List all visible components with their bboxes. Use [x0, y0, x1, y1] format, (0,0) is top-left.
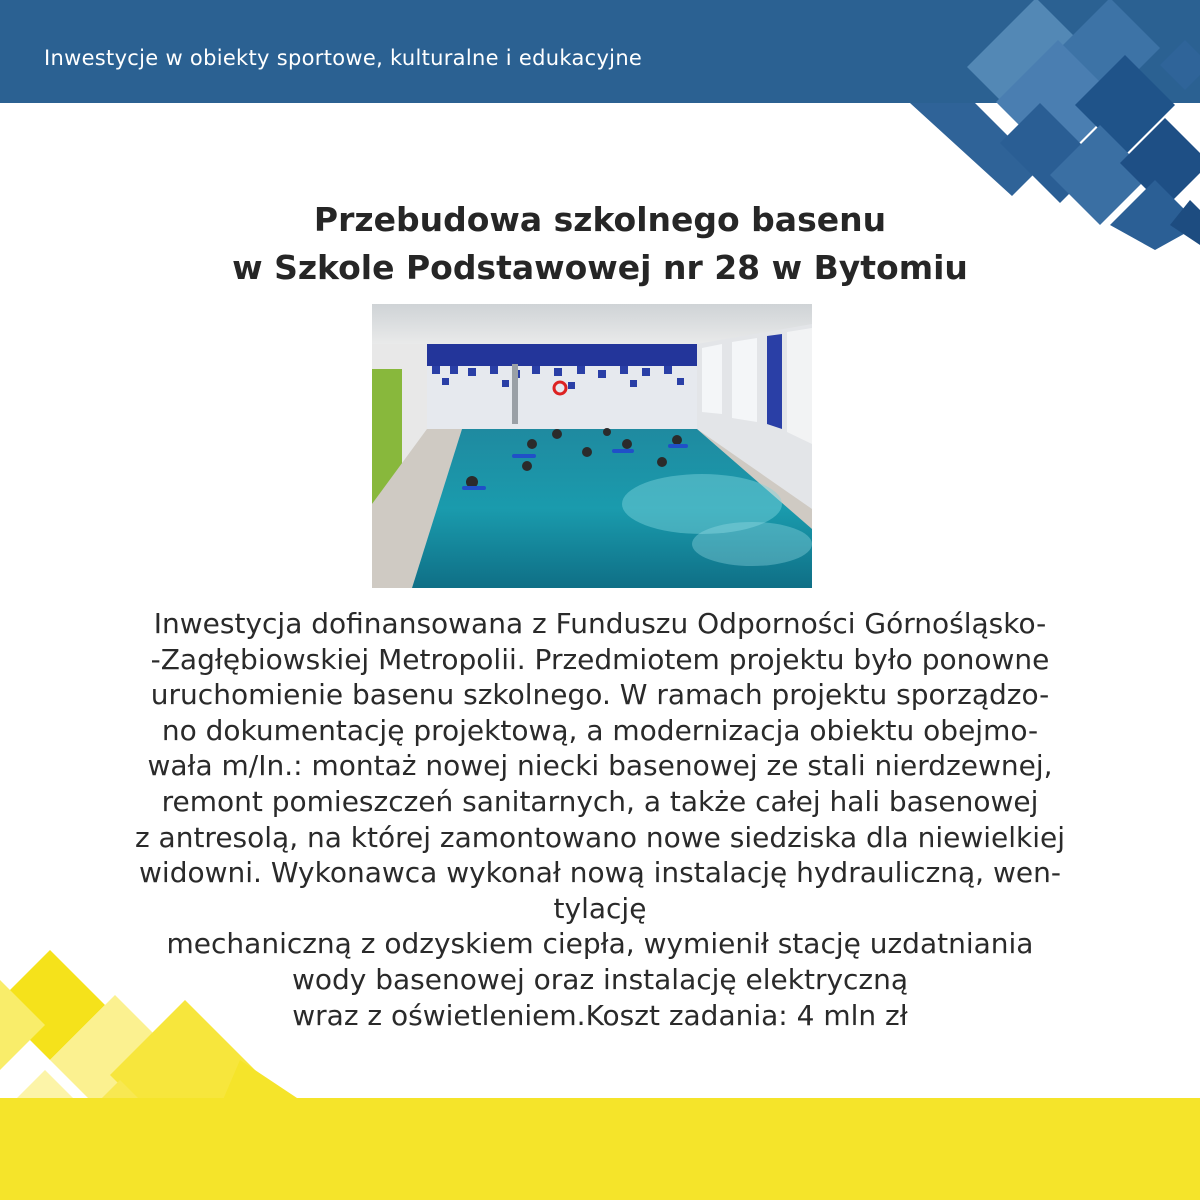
- page-title: [100, 196, 1100, 292]
- footer-bar: [0, 1098, 1200, 1200]
- category-label: Inwestycje w obiekty sportowe, kulturalne i edukacyjne: [44, 46, 643, 70]
- title-line-2: w Szkole Podstawowej nr 28 w Bytomiu: [232, 248, 968, 287]
- title-line-1: Przebudowa szkolnego basenu: [313, 200, 887, 239]
- description-line: uruchomienie basenu szkolnego. W ramach projektu sporządzo-: [150, 678, 1050, 712]
- pool-photo: [372, 304, 812, 588]
- description-line: widowni. Wykonawca wykonał nową instalację hydrauliczną, wen-: [139, 856, 1061, 890]
- description-line: wała m/In.: montaż nowej niecki basenowej ze stali nierdzewnej,: [147, 749, 1053, 783]
- description-line: -Zagłębiowskiej Metropolii. Przedmiotem projektu było ponowne: [150, 642, 1050, 676]
- description-line: no dokumentację projektową, a modernizacja obiektu obejmo-: [161, 713, 1039, 747]
- description-text: [40, 606, 1160, 1033]
- description-line: wody basenowej oraz instalację elektryczną: [291, 962, 909, 996]
- description-line: mechaniczną z odzyskiem ciepła, wymienił stację uzdatniania: [166, 927, 1034, 961]
- description-line: wraz z oświetleniem.Koszt zadania: 4 mln zł: [292, 998, 908, 1032]
- description-line: tylację: [553, 891, 647, 925]
- description-line: remont pomieszczeń sanitarnych, a także całej hali basenowej: [161, 784, 1039, 818]
- description-line: z antresolą, na której zamontowano nowe siedziska dla niewielkiej: [134, 820, 1066, 854]
- description-line: Inwestycja dofinansowana z Funduszu Odporności Górnośląsko-: [153, 607, 1047, 640]
